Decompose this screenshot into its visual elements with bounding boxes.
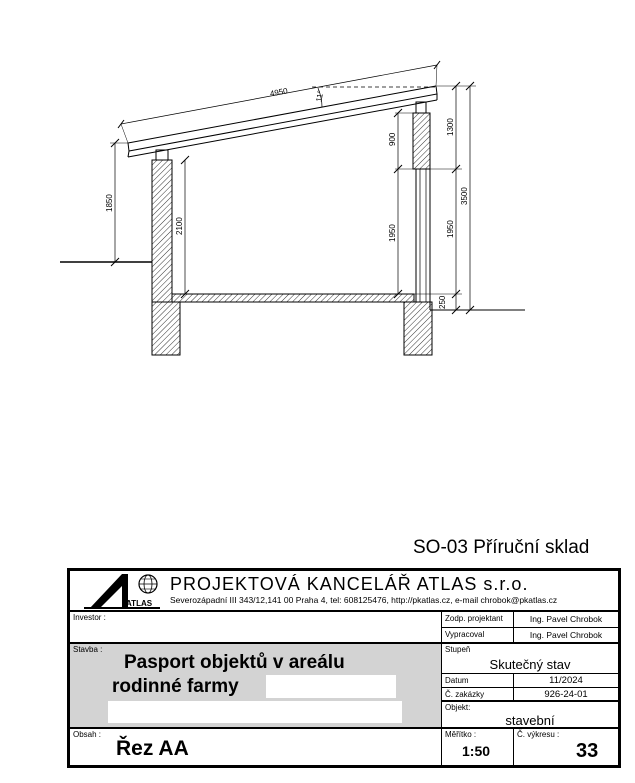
dim-right-top: 1300 xyxy=(446,118,455,136)
obsah-value: Řez AA xyxy=(116,737,189,760)
svg-text:ATLAS: ATLAS xyxy=(126,599,153,608)
company-name: PROJEKTOVÁ KANCELÁŘ ATLAS s.r.o. xyxy=(170,574,529,594)
dim-front-top: 900 xyxy=(388,132,397,146)
obsah-label: Obsah : xyxy=(73,730,102,739)
stupen-cell xyxy=(442,644,618,674)
zakazky-value-cell xyxy=(514,688,618,702)
sheet-title: SO-03 Příruční sklad xyxy=(413,537,590,558)
vypracoval-label: Vypracoval xyxy=(445,630,485,639)
vykres-value: 33 xyxy=(576,740,599,762)
zodp-value: Ing. Pavel Chrobok xyxy=(529,614,603,624)
meritko-cell xyxy=(442,729,514,765)
atlas-logo-icon xyxy=(82,572,162,610)
vykres-label: Č. výkresu : xyxy=(517,730,560,739)
stavba-line-2: rodinné farmy xyxy=(112,676,239,697)
investor-label: Investor : xyxy=(73,613,106,622)
right-foundation xyxy=(404,302,432,355)
dim-total-height: 3500 xyxy=(460,187,469,205)
investor-cell xyxy=(70,612,442,644)
stavba-line-1: Pasport objektů v areálu xyxy=(124,652,345,673)
dim-left-inner: 2100 xyxy=(175,217,184,235)
zodp-value-cell xyxy=(514,612,618,628)
vypracoval-label-cell xyxy=(442,628,514,644)
meritko-value: 1:50 xyxy=(462,743,491,759)
stavba-label: Stavba : xyxy=(73,645,103,654)
stupen-label: Stupeň xyxy=(445,645,471,654)
zakazky-label-cell xyxy=(442,688,514,702)
dim-roof-length: 4950 xyxy=(269,86,289,99)
datum-value-cell xyxy=(514,674,618,688)
zodp-label-cell xyxy=(442,612,514,628)
dim-right-inner: 1950 xyxy=(446,220,455,238)
vypracoval-value-cell xyxy=(514,628,618,644)
datum-label-cell xyxy=(442,674,514,688)
dim-floor: 250 xyxy=(438,295,447,309)
left-wall xyxy=(152,160,172,302)
zakazky-label: Č. zakázky xyxy=(445,690,485,699)
dim-slope-angle: 11° xyxy=(314,89,326,103)
vypracoval-value: Ing. Pavel Chrobok xyxy=(529,630,603,640)
obsah-cell xyxy=(70,729,442,765)
right-lintel xyxy=(413,113,430,169)
company-address: Severozápadní III 343/12,141 00 Praha 4, tel: 608125476, http://pkatlas.cz, e-mail chrobok@pkatlas.cz xyxy=(170,595,558,605)
left-foundation xyxy=(152,302,180,355)
datum-value: 11/2024 xyxy=(549,675,583,686)
datum-label: Datum xyxy=(445,676,469,685)
zakazky-value: 926-24-01 xyxy=(544,689,588,700)
stavba-cell xyxy=(70,644,442,729)
dim-left-height: 1850 xyxy=(105,194,114,212)
floor-slab xyxy=(172,294,414,302)
stupen-value: Skutečný stav xyxy=(489,657,571,672)
stavba-blank-2 xyxy=(108,701,402,723)
dim-front-opening: 1950 xyxy=(388,224,397,242)
vykres-cell xyxy=(514,729,618,765)
objekt-label: Objekt: xyxy=(445,703,471,712)
zodp-label: Zodp. projektant xyxy=(445,614,503,623)
meritko-label: Měřítko : xyxy=(445,730,477,739)
stavba-blank-1 xyxy=(266,675,396,698)
title-block xyxy=(67,568,621,768)
company-header xyxy=(70,571,618,612)
objekt-cell xyxy=(442,702,618,729)
objekt-value: stavební xyxy=(505,713,555,728)
